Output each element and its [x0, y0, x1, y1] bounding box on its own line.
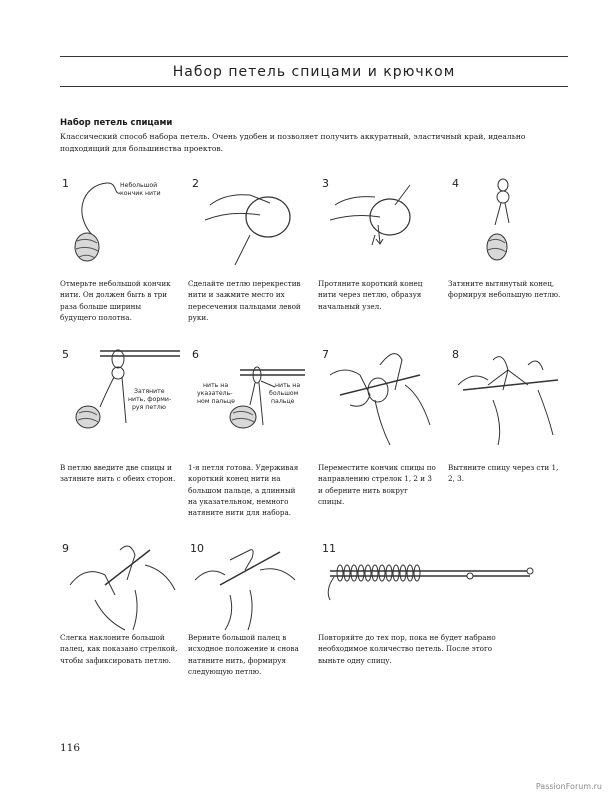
yarn-ball-icon: [76, 406, 100, 428]
knitting-needle-icon: [330, 568, 533, 579]
knitting-needle-icon: [240, 370, 305, 375]
step-1-label: Небольшой кончик нити: [120, 182, 161, 197]
watermark: PassionForum.ru: [535, 782, 602, 791]
step-9-illustration: [65, 540, 185, 635]
step-5-caption: В петлю введите две спицы и затяните нить с обеих сторон.: [60, 463, 176, 484]
step-6-label-a: нить на указатель-ном пальце: [197, 382, 235, 405]
step-2-illustration: [190, 175, 310, 275]
step-4-caption: Затяните вытянутый конец, формируя небольшую петлю.: [448, 279, 561, 300]
step-9-caption: Слегка наклоните большой палец, как показано стрелкой, чтобы зафиксировать петлю.: [60, 633, 178, 665]
step-4-number: 4: [452, 177, 459, 190]
step-4-illustration: [455, 175, 565, 275]
step-3-caption: Протяните короткий конец нити через петлю, образуя начальный узел.: [318, 279, 423, 311]
step-10-number: 10: [190, 542, 204, 555]
step-5-label: Затяните нить, форми-руя петлю: [128, 388, 172, 411]
step-10-caption: Верните большой палец в исходное положение и снова натяните нить, формируя следующую петлю.: [188, 633, 299, 676]
step-11-number: 11: [322, 542, 336, 555]
step-5-illustration: [70, 345, 185, 445]
step-10-illustration: [190, 540, 310, 635]
yarn-ball-icon: [75, 233, 99, 261]
step-6-label-b: нить на большом пальце: [269, 382, 301, 405]
step-8-number: 8: [452, 348, 459, 361]
step-3-illustration: [320, 175, 440, 275]
step-2-number: 2: [192, 177, 199, 190]
step-6-caption: 1-я петля готова. Удерживая короткий конец нити на большом пальце, а длинный на указательном, немного натяните нити для набора.: [188, 463, 299, 518]
section-intro: Классический способ набора петель. Очень удобен и позволяет получить аккуратный, эластичный край, идеально подходящий для большинства проектов.: [60, 132, 526, 153]
step-7-caption: Переместите кончик спицы по направлению стрелок 1, 2 и 3 и оберните нить вокруг спицы.: [318, 463, 436, 506]
step-6-number: 6: [192, 348, 199, 361]
step-1-caption: Отмерьте небольшой кончик нити. Он должен быть в три раза больше ширины будущего полотна.: [60, 279, 171, 322]
title-rule: [60, 86, 568, 87]
step-5-number: 5: [62, 348, 69, 361]
step-3-number: 3: [322, 177, 329, 190]
arrow-down-icon: [376, 225, 383, 244]
yarn-ball-icon: [230, 406, 256, 428]
top-rule: [60, 56, 568, 57]
step-1-number: 1: [62, 177, 69, 190]
page-number: 116: [60, 742, 81, 754]
step-11-illustration: [320, 555, 540, 605]
step-1-illustration: [62, 175, 182, 275]
yarn-ball-icon: [487, 234, 507, 260]
section-heading: Набор петель спицами: [60, 118, 173, 128]
knitting-needle-icon: [100, 351, 180, 356]
step-11-caption: Повторяйте до тех пор, пока не будет набрано необходимое количество петель. После этого выньте одну спицу.: [318, 633, 496, 665]
step-8-illustration: [448, 345, 568, 455]
page-title: Набор петель спицами и крючком: [172, 64, 456, 80]
step-7-illustration: [320, 345, 440, 455]
step-9-number: 9: [62, 542, 69, 555]
step-7-number: 7: [322, 348, 329, 361]
step-6-illustration: [195, 345, 310, 445]
step-8-caption: Вытяните спицу через сти 1, 2, 3.: [448, 463, 559, 484]
step-2-caption: Сделайте петлю перекрестив нити и зажмите место их пересечения пальцами левой руки.: [188, 279, 301, 322]
